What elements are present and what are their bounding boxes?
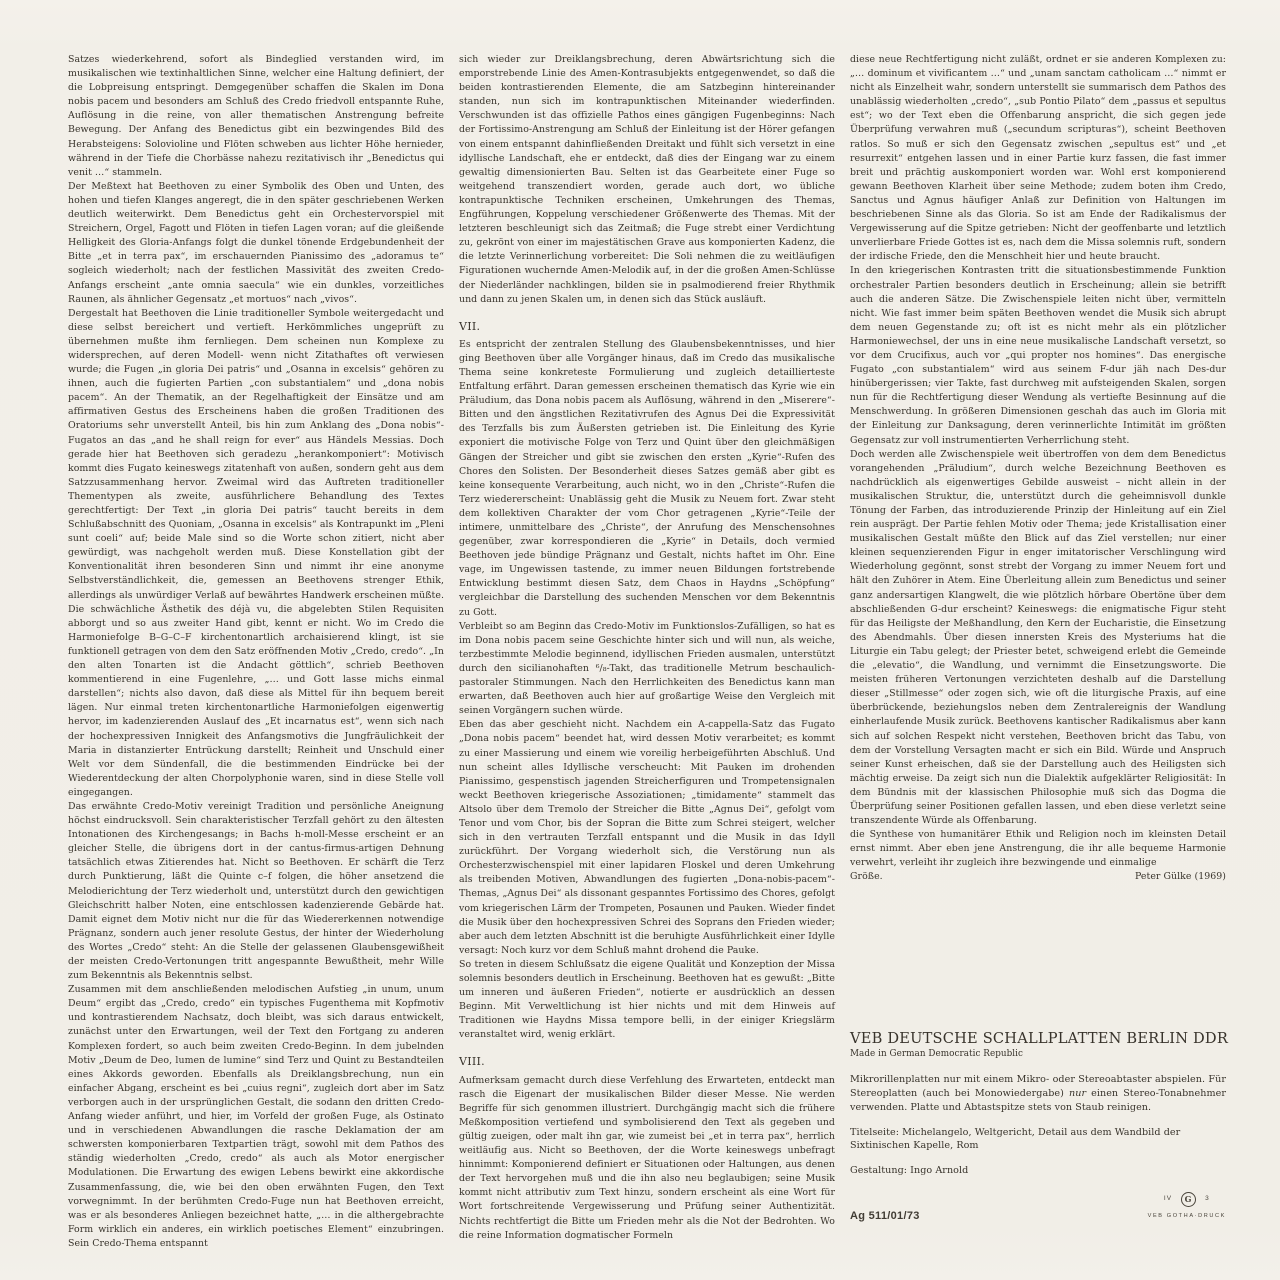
- made-in-note: Made in German Democratic Republic: [850, 1049, 1024, 1060]
- paragraph-last-word: Größe.: [850, 871, 883, 883]
- care-emphasis: nur: [1069, 1087, 1087, 1099]
- section-heading-vii: VII.: [459, 319, 481, 333]
- paragraph: sich wieder zur Dreiklangsbrechung, deren Abwärtsrichtung sich die emporstrebende Linie des Amen-Kontrasubjekts entgegenwendet, so daß die beiden kontrastierenden Elemente, die am Satzbeginn hintereinander standen, nun sich im kontrapunktischen Miteinander wiederfinden. Verschwunden ist das offizielle Pathos eines gängigen Fugenbeginns: Nach der Fortissimo-Anstrengung am Schluß der Einleitung ist der Hörer gefangen von einem entspannt dahinfließenden Dreitakt und fühlt sich versetzt in eine idyllische Landschaft, ehe er entdeckt, daß dies der Eingang war zu einem gewaltig dimensionierten Bau. Selten ist das Gearbeitete einer Fuge so weitgehend transzendiert worden, gerade auch dort, wo übliche kontrapunktische Techniken erscheinen, Umkehrungen des Themas, Engführungen, Koppelung verschiedener Größenwerte des Themas. Mit der letzteren beschleunigt sich das Zeitmaß; die Fuge strebt einer Verdichtung zu, gekrönt von einer im majestätischen Grave aus komponierten Kadenz, die die letzte Verinnerlichung vorbereitet: Die Soli nehmen die zu weitläufigen Figurationen wuchernde Amen-Melodik auf, in der die großen Amen-Schlüsse der Niederländer nachklingen, bilden sie in psalmodierend freier Rhythmik und dann zu jenen Skalen um, in denen sich das Stück ausläuft.: [459, 54, 835, 305]
- care-instructions: [850, 1073, 1226, 1114]
- paragraph: Es entspricht der zentralen Stellung des Glaubensbekenntnisses, und hier ging Beethoven über alle Vorgänger hinaus, daß im Credo das musikalische Thema seine konkreteste Formulierung und zugleich detaillierteste Entfaltung erfährt. Daran gemessen erscheinen thematisch das Kyrie wie ein Präludium, das Dona nobis pacem als Auflösung, während in den „Miserere“-Bitten und den ängstlichen Rezitativrufen des Agnus Dei die Expressivität des Terzfalls bis zum Äußersten getrieben ist. Die Einleitung des Kyrie exponiert die motivische Folge von Terz und Quint über den gleichmäßigen Gängen der Streicher und gibt sie zwischen den ersten „Kyrie“-Rufen des Chores den Solisten. Der Besonderheit dieses Satzes gemäß aber gibt es keine konsequente Verarbeitung, auch nicht, wo in den „Christe“-Rufen die Terz wiedererscheint: Unablässig geht die Musik zu Neuem fort. Zwar steht dem kollektiven Charakter der vom Chor getragenen „Kyrie“-Teile der intimere, unmittelbare des „Christe“, der Anrufung des Menschensohnes gegenüber, zwar korrespondieren die „Kyrie“ in Details, doch vermied Beethoven jede bündige Prägnanz und Gestalt, nichts haftet im Ohr. Eine vage, im Ungewissen tastende, zu immer neuen Bildungen fortstrebende Entwicklung bestimmt diesen Satz, dem Chaos in Haydns „Schöpfung“ vergleichbar die Darstellung des suchenden Menschen vor dem Bekenntnis zu Gott.: [459, 338, 835, 618]
- author-signature: Peter Gülke (1969): [1134, 871, 1226, 883]
- printer-name: VEB GOTHA·DRUCK: [1147, 1212, 1226, 1219]
- order-number: Ag 511/01/73: [850, 1209, 920, 1222]
- section-heading-viii: VIII.: [459, 1055, 485, 1069]
- paragraph: Verbleibt so am Beginn das Credo-Motiv im Funktionslos-Zufälligen, so hat es im Dona nobis pacem seine Geschichte hinter sich und will nun, als weiche, terzbestimmte Melodie beginnend, idyllischen Frieden ausmalen, unterstützt durch den sicilianohaften ⁶/₈-Takt, das traditionelle Metrum beschaulich-pastoraler Stimmungen. Nach den Herrlichkeiten des Benedictus kann man erwarten, daß Beethoven auch hier auf großartige Weise den Vergleich mit seinen Vorgängern suchen würde.: [459, 620, 835, 717]
- article-column-3: [850, 53, 1229, 1249]
- paragraph: Aufmerksam gemacht durch diese Verfehlung des Erwarteten, entdeckt man rasch die Eigenart der musikalischen Bilder dieser Messe. Nie werden Begriffe für sich genommen illustriert. Durchgängig macht sich die frühere Meßkomposition vertiefend und symbolisierend den Text als gegeben und gültig zueigen, oder malt ihn gar, wie zumeist bei „et in terra pax“, herrlich weitläufig aus. Nicht so Beethoven, der die Worte keineswegs unbefragt hinnimmt: Komponierend definiert er Situationen oder Haltungen, aus denen der Text hervorgehen muß und die ihn also neu beglaubigen; seine Musik kommt nicht attributiv zum Text hinzu, sondern erscheint als eine Wort für Wort fortschreitende Vergewisserung und Prüfung seiner Authentizität. Nichts rechtfertigt die Bitte um Frieden mehr als die Not der Bedrohten. Wo die reine Information dogmatischer Formeln: [459, 1074, 835, 1241]
- imprint-bottom-row: [850, 1192, 1226, 1249]
- paragraph: Zusammen mit dem anschließenden melodischen Aufstieg „in unum, unum Deum“ ergibt das „Credo, credo“ ein typisches Fugenthema mit Kopfmotiv und kontrastierendem Nachsatz, doch bleibt, was sich daraus entwickelt, zunächst unter den Erwartungen, weil der Text den Fortgang zu anderen Komplexen fordert, so auch beim zweiten Credo-Beginn. In dem jubelnden Motiv „Deum de Deo, lumen de lumine“ sind Terz und Quint zu Bestandteilen eines Akkords geworden. Ebenfalls als Dreiklangsbrechung, nun ein einfacher Abgang, erscheint es bei „cuius regni“, zugleich dort aber im Satz verborgen auch in der ursprünglichen Gestalt, die sodann den dritten Credo-Anfang wieder anführt, und hier, im Vorfeld der großen Fuge, als Ostinato und in verschiedenen Abwandlungen die rasche Deklamation der am schwersten komponierbaren Textpartien trägt, sowohl mit dem Pathos des ständig wiederholten „Credo, credo“ als auch als Motor energischer Modulationen. Die Erwartung des ewigen Lebens bewirkt eine akkordische Zusammenfassung, die, wie bei den oben erwähnten Fugen, den Text vorwegnimmt. In der berühmten Credo-Fuge nun hat Beethoven erreicht, was er als besonderes Anliegen bezeichnet hatte, „… in die althergebrachte Form wirklich ein anderes, ein wirklich poetisches Element“ einzubringen. Sein Credo-Thema entspannt: [68, 984, 444, 1249]
- paragraph: die Synthese von humanitärer Ethik und Religion noch im kleinsten Detail ernst nimmt. Aber eben jene Anstrengung, die ihr alle bequeme Harmonie verwehrt, verleiht ihr zugleich ihre bezwingende und einmalige: [850, 829, 1226, 869]
- paragraph: Das erwähnte Credo-Motiv vereinigt Tradition und persönliche Aneignung höchst eindrucksvoll. Sein charakteristischer Terzfall gehört zu den ältesten Intonationen des Kirchengesangs; in Bachs h-moll-Messe erscheint er an gleicher Stelle, die übrigens dort in der cantus-firmus-artigen Dehnung tatsächlich etwas Zitierendes hat. Nicht so Beethoven. Er schärft die Terz durch Punktierung, läßt die Quinte c–f folgen, die höher ansetzend die Melodierichtung der Terz wiederholt und, unterstützt durch den gewichtigen Gleichschritt halber Noten, eine entschlossen kadenzierende Gebärde hat. Damit eignet dem Motiv nicht nur die für das Wiedererkennen notwendige Prägnanz, sondern auch jener resolute Gestus, der hinter der Wiederholung des Wortes „Credo“ steht: An die Stelle der gelassenen Glaubensgewißheit der meisten Credo-Vertonungen tritt angespannte Bewußtheit, mehr Wille zum Bekenntnis als Bekenntnis selbst.: [68, 800, 444, 982]
- printer-mark-left: IV: [1163, 1195, 1173, 1203]
- paragraph: Satzes wiederkehrend, sofort als Bindeglied verstanden wird, im musikalischen wie textinhaltlichen Sinne, welcher eine Haltung definiert, der die Lobpreisung entspringt. Demgegenüber schaffen die Skalen im Dona nobis pacem und besonders am Schluß des Credo friedvoll entspannte Ruhe, Auflösung in die reine, von aller thematischen Anstrengung befreite Bewegung. Der Anfang des Benedictus gibt ein bezwingendes Bild des Herabsteigens: Solovioline und Flöten schweben aus lichter Höhe hernieder, während in der Tiefe die Chorbässe nahezu rezitativisch ihr „Benedictus qui venit …“ stammeln.: [68, 54, 444, 178]
- publisher-name: VEB DEUTSCHE SCHALLPLATTEN BERLIN DDR: [850, 1029, 1229, 1047]
- paragraph: Dergestalt hat Beethoven die Linie traditioneller Symbole weitergedacht und diese selbst bereichert und vertieft. Herkömmliches ungeprüft zu übernehmen mußte ihm fernliegen. Dem scheinen nun Komplexe zu widersprechen, auf deren Modell- wenn nicht Zitathaftes oft verwiesen wurde; die Fugen „in gloria Dei patris“ und „Osanna in excelsis“ gehören zu ihnen, auch die fugierten Partien „con substantialem“ und „dona nobis pacem“. An der Thematik, an der Regelhaftigkeit der Einsätze und am affirmativen Gestus des Erscheinens haben die großen Traditionen des Oratoriums sehr unverstellt Anteil, bis hin zum Anklang des „Dona nobis“-Fugatos an das „and he shall reign for ever“ aus Händels Messias. Doch gerade hier hat Beethoven sich geradezu „herankomponiert“: Motivisch kommt dies Fugato keineswegs zitatenhaft von außen, sondern geht aus dem Satzzusammenhang hervor. Zweimal wird das Auftreten traditioneller Thementypen als zweite, ausführlichere Behandlung des Textes gerechtfertigt: Der Text „in gloria Dei patris“ taucht bereits in dem Schlußabschnitt des Quoniam, „Osanna in excelsis“ als Kontrapunkt im „Pleni sunt coeli“ auf; beide Male sind so die Worte schon zitiert, nicht aber gewürdigt, was nachgeholt werden muß. Diese Konstellation gibt der Konventionalität ihren besonderen Sinn und nimmt ihr eine anonyme Selbstverständlichkeit, die, gemessen an Beethovens strenger Ethik, allerdings als unwürdiger Verlaß auf bewährtes Handwerk erscheinen müßte. Die schwächliche Ästhetik des déjà vu, die abgelebten Stilen Requisiten abborgt und so aus zweiter Hand gibt, kennt er nicht. Wo im Credo die Harmoniefolge B–G–C–F kirchentonartlich archaisierend klingt, ist sie funktionell getragen von dem den Satz eröffnenden Motiv „Credo, credo“. „In den alten Tonarten ist die Andacht göttlich“, schrieb Beethoven kommentierend in eine Fugenlehre, „… und Gott lasse michs einmal darstellen“; nichts also davon, daß diese als Mittel für ihn bequem bereit lägen. Nur einmal treten kirchentonartliche Harmoniefolgen eigenwertig hervor, im kadenzierenden Auslauf des „Et incarnatus est“, wenn sich nach der hochexpressiven Innigkeit des Anfangsmotivs die Jungfräulichkeit der Maria in distanzierter Entrückung darstellt; Reinheit und Unschuld einer Welt vor dem Sündenfall, die die bestimmenden Eindrücke bei der Wiederentdeckung der alten Chorpolyphonie waren, sind in diese Stelle voll eingegangen.: [68, 307, 444, 798]
- paragraph: Doch werden alle Zwischenspiele weit übertroffen von dem dem Benedictus vorangehenden „Präludium“, durch welche Bezeichnung Beethoven es nachdrücklich als eigenwertiges Gebilde ausweist – nicht allein in der musikalischen Struktur, die, unterstützt durch die geheimnisvoll dunkle Tönung der Farben, das introduzierende Prinzip der Hinleitung auf ein Ziel rein ausprägt. Der Partie fehlen Motiv oder Thema; jede Kristallisation einer musikalischen Gestalt müßte den Blick auf das Ziel verstellen; nur einer kleinen sequenzierenden Figur in enger imitatorischer Verschlingung wird Wiederholung gegönnt, sonst strebt der Vorgang zu immer Neuem fort und hält den Zuhörer in Atem. Eine Überleitung allein zum Benedictus und seiner ganz andersartigen Klangwelt, die wie plötzlich hörbare Obertöne über dem abschließenden G-dur erscheint? Keineswegs: die enigmatische Figur steht für das Heiligste der Meßhandlung, den Kern der Eucharistie, die Einsetzung des Abendmahls. Über diesen innersten Kreis des Mysteriums hat die Liturgie ein Tabu gelegt; der Priester betet, schweigend erlebt die Gemeinde die „elevatio“, die Wandlung, und vernimmt die Einsetzungsworte. Die meisten früheren Vertonungen verzichteten deshalb auf die Darstellung dieser „Stillmesse“ oder zogen sich, wie oft die liturgische Praxis, auf eine überbrückende, beziehungslos neben dem Zentralereignis der Wandlung einherlaufende Musik zurück. Beethovens kantischer Radikalismus aber kann sich auf solchen Respekt nicht verstehen, Beethoven bricht das Tabu, von dem der Vorstellung Versagten macht er sich ein Bild. Würde und Anspruch seiner Kunst erheischen, daß sie der Darstellung auch des Heiligsten sich mächtig erweise. Da zeigt sich nun die Dialektik aufgeklärter Religiosität: In dem Bündnis mit der klassischen Philosophie muß sich das Dogma die Überprüfung seiner Positionen gefallen lassen, und eben diese verletzt seine transzendente Würde als Offenbarung.: [850, 448, 1226, 827]
- design-credit: Gestaltung: Ingo Arnold: [850, 1165, 969, 1177]
- article-column-2: [459, 53, 835, 1280]
- printer-mark: [1148, 1192, 1226, 1223]
- signature-line: [850, 870, 1226, 884]
- gotha-druck-logo-icon: G: [1181, 1192, 1196, 1207]
- paragraph: Eben das aber geschieht nicht. Nachdem ein A-cappella-Satz das Fugato „Dona nobis pacem“ beendet hat, wird dessen Motiv verarbeitet; es kommt zu einer Massierung und einem wie voreilig herbeigeführten Abschluß. Und nun scheint alles Idyllische verscheucht: Mit Pauken im drohenden Pianissimo, gespenstisch jagenden Streicherfiguren und Trompetensignalen weckt Beethoven kriegerische Assoziationen; „timidamente“ stammelt das Altsolo über dem Tremolo der Streicher die Bitte „Agnus Dei“, gefolgt vom Tenor und vom Chor, bis der Sopran die Bitte zum Schrei steigert, welcher sich in den vertrauten Terzfall entspannt und die Musik in das Idyll zurückführt. Der Vorgang wiederholt sich, die Verstörung nun als Orchesterzwischenspiel mit einer lapidaren Floskel und deren Umkehrung als treibenden Motiven, Abwandlungen des fugierten „Dona-nobis-pacem“-Themas, „Agnus Dei“ als dissonant gespanntes Fortissimo des Chores, gefolgt vom kriegerischen Lärm der Trompeten, Posaunen und Pauken. Wieder findet die Musik über den hochexpressiven Schrei des Soprans den Frieden wieder; aber auch dem letzten Abschnitt ist die beruhigte Ausführlichkeit einer Idylle versagt: Noch kurz vor dem Schluß mahnt drohend die Pauke.: [459, 719, 835, 956]
- cover-credit: Titelseite: Michelangelo, Weltgericht, Detail aus dem Wandbild der Sixtinischen Kapelle, Rom: [850, 1126, 1181, 1152]
- printer-mark-emblem-row: [1148, 1192, 1226, 1207]
- printer-mark-right: 3: [1205, 1195, 1210, 1203]
- article-column-1: [68, 53, 444, 1280]
- care-text: einen Stereo-Tonabnehmer verwenden. Platte und Abtastspitze stets von Staub reinigen.: [850, 1087, 1226, 1113]
- paragraph: Der Meßtext hat Beethoven zu einer Symbolik des Oben und Unten, des hohen und tiefen Klanges angeregt, die in den später geschriebenen Werken deutlich weiterwirkt. Dem Benedictus geht ein Orchestervorspiel mit Streichern, Orgel, Fagott und Flöten in tiefen Lagen voran; auf die gleißende Helligkeit des Gloria-Anfangs folgt die dunkel tönende Erdgebundenheit der Bitte „et in terra pax“, im erschauernden Pianissimo des „adoramus te“ sogleich wiederholt; nach der festlichen Massivität des zweiten Credo-Anfangs erscheint „ante omnia saecula“ wie ein dunkles, vorzeitliches Raunen, als ähnlicher Gegensatz „et mortuos“ nach „vivos“.: [68, 180, 444, 305]
- paragraph: diese neue Rechtfertigung nicht zuläßt, ordnet er sie anderen Komplexen zu: „… dominum et vivificantem …“ und „unam sanctam catholicam …“ nimmt er nicht als Einzelheit wahr, sondern unterstellt sie summarisch dem Pathos des unablässig wiederholten „credo“, „sub Pontio Pilato“ dem „passus et sepultus est“; wo der Text eben die Offenbarung anspricht, die sich gegen jede Überprüfung verwahren muß („secundum scripturas“), scheint Beethoven ratlos. So muß er sich den Gegensatz zwischen „sepultus est“ und „et resurrexit“ entgehen lassen und in einer Partie kurz fassen, die fast immer breit und prächtig auskomponiert worden war. Wohl erst komponierend gewann Beethoven Klarheit über seine Methode; zudem boten ihm Credo, Sanctus und Agnus häufiger Anlaß zur Definition von Haltungen im beschriebenen Sinne als das Gloria. So ist am Ende der Radikalismus der Vergewisserung auf die Spitze getrieben: Nicht der geoffenbarte und letztlich unverlierbare Friede Gottes ist es, nach dem die Missa solemnis ruft, sondern der irdische Friede, den die Menschheit hier und heute braucht.: [850, 54, 1226, 263]
- paragraph: In den kriegerischen Kontrasten tritt die situationsbestimmende Funktion orchestraler Partien besonders deutlich in Erscheinung; allein sie betrifft auch die anderen Sätze. Die Zwischenspiele leiten nicht über, vermitteln nicht. Wie fast immer beim späten Beethoven wendet die Musik sich abrupt dem neuen Gegenstande zu; oft ist es nicht mehr als ein plötzlicher Harmoniewechsel, der uns in eine neue musikalische Landschaft versetzt, so vor dem Crucifixus, auch vor „qui propter nos homines“. Das energische Fugato „con substantialem“ wird aus seinem F-dur jäh nach Des-dur hinübergerissen; vier Takte, fast durchweg mit aufsteigenden Skalen, sorgen nun für die Rechtfertigung dieser Wendung als vertiefte Besinnung auf die Menschwerdung. In größeren Dimensionen geschah das auch im Gloria mit der Einleitung zur Danksagung, deren verinnerlichte Intimität im größten Gegensatz zur voll instrumentierten Verherrlichung steht.: [850, 265, 1226, 446]
- care-text: Mikrorillenplatten nur mit einem Mikro- oder Stereoabtaster abspielen. Für Stereoplatten (auch bei Monowiedergabe): [850, 1074, 1226, 1099]
- imprint-block: [850, 1029, 1229, 1249]
- paragraph: So treten in diesem Schlußsatz die eigene Qualität und Konzeption der Missa solemnis besonders deutlich in Erscheinung. Beethoven hat es gewußt: „Bitte um inneren und äußeren Frieden“, notierte er ausdrücklich an dessen Beginn. Mit Verweltlichung ist hier nichts und mit dem Hinweis auf Traditionen wie Haydns Missa tempore belli, in der einiger Kriegslärm veranstaltet wird, wenig erklärt.: [459, 958, 835, 1041]
